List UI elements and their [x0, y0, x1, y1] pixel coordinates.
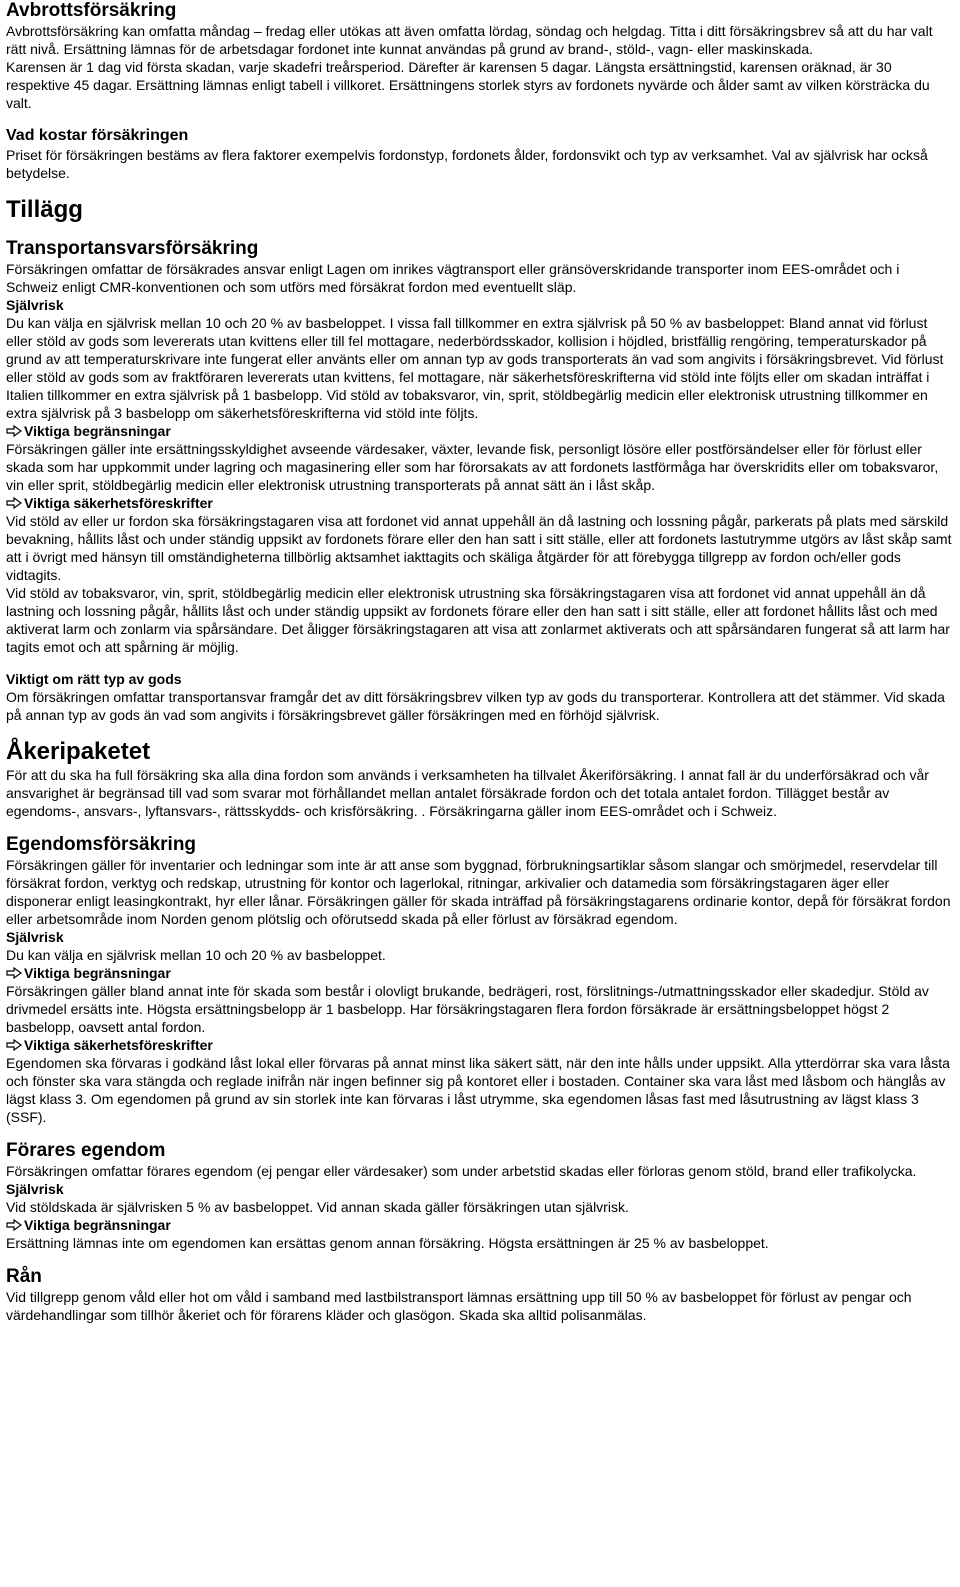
- outline-right-arrow-icon: [6, 967, 22, 979]
- forare-begransningar-heading: [6, 1216, 954, 1234]
- egendom-paragraph: Försäkringen gäller för inventarier och ledningar som inte är att anse som byggnad, förbrukningsartiklar såsom slangar och smörjmedel, reservdelar till försäkrat fordon, verktyg och redskap, utrustning för kontor och lagerlokal, ritningar, arkivalier och datamedia som försäkringstagaren äger eller disponerar enligt leasingkontrakt, hyr eller lånar. Försäkringen gäller för skada inträffad på försäkringstagarens ordinarie kontor, depå för försäkrat fordon eller arbetsområde inom Norden genom plötslig och oförutsedd skada på eller förlust av försäkrad egendom.: [6, 857, 951, 927]
- transport-begransningar-label: Viktiga begränsningar: [24, 423, 171, 439]
- transport-heading: Transportansvarsförsäkring: [6, 238, 259, 259]
- outline-right-arrow-icon: [6, 1219, 22, 1231]
- transport-sjalvrisk-text: Du kan välja en självrisk mellan 10 och 20 % av basbeloppet. I vissa fall tillkommer en extra självrisk på 50 % av basbeloppet: Bland annat vid förlust eller stöld av gods som levererats utan kvittens eller till fel mottagare, nederbördsskador, kollision i höjdled, bristfällig rengöring, temperaturskador på grund av att temperaturskrivare inte fungerat eller använts eller om annan typ av gods transporterats än vad som angivits i försäkringsbrevet. Vid förlust eller stöld av gods som av fraktföraren levererats utan kvittens, fel mottagare, när säkerhetsföreskrifterna vid stöld inte följts eller om skadan inträffat i Italien tillkommer en extra självrisk på 1 basbelopp. Vid stöld av tobaksvaror, vin, sprit, stöldbegärlig medicin eller elektronisk utrustning tillkommer en extra självrisk på 3 basbelopp om säkerhetsföreskrifterna vid stöld inte följts.: [6, 315, 944, 421]
- transport-gods-text: Om försäkringen omfattar transportansvar framgår det av ditt försäkringsbrev vilken typ av gods du transporterar. Kontrollera att det stämmer. Vid skada på annan typ av gods än vad som angivits i försäkringsbrevet gäller försäkringen med en förhöjd självrisk.: [6, 689, 945, 723]
- transport-sjalvrisk-label: Självrisk: [6, 297, 64, 313]
- ran-paragraph: Vid tillgrepp genom våld eller hot om våld i samband med lastbilstransport lämnas ersättning upp till 50 % av basbeloppet för förlust av pengar och värdehandlingar som tillhör åkeriet och för förarens kläder och glasögon. Skada ska alltid polisanmälas.: [6, 1289, 912, 1323]
- tillagg-heading: Tillägg: [6, 196, 83, 223]
- transport-sakerhet-text-2: Vid stöld av tobaksvaror, vin, sprit, stöldbegärlig medicin eller elektronisk utrustning ska försäkringstagaren visa att fordonet vid annat uppehåll än då lastning och lossning pågår, hållits låst och under ständig uppsikt av fordonets förare eller den han satt i sitt ställe, eller att fordonet hållits låst och med aktiverat larm och zonlarm via spårsändare. Det åligger försäkringstagaren att visa att zonlarmet aktiverats och att spårsändaren fungerat så att larm har tagits emot och att spårning är möjlig.: [6, 585, 950, 655]
- transport-sakerhet-heading: [6, 494, 954, 512]
- egendom-sakerhet-text: Egendomen ska förvaras i godkänd låst lokal eller förvaras på annat minst lika säkert sätt, när den inte hålls under uppsikt. Alla ytterdörrar ska vara låsta och fönster ska vara stängda och reglade inifrån när ingen befinner sig på kontoret eller i bostaden. Container ska vara låst med låsbom och hänglås av lägst klass 3. Om egendomen på grund av sin storlek inte kan förvaras i låst utrymme, ska egendomen låsas fast med låsutrustning av lägst klass 3 (SSF).: [6, 1055, 950, 1125]
- egendom-begransningar-text: Försäkringen gäller bland annat inte för skada som består i olovligt brukande, bedrägeri, rost, förslitnings-/utmattningsskador eller skadedjur. Stöld av drivmedel ersätts inte. Högsta ersättningsbelopp är 1 basbelopp. Har försäkringstagaren flera fordon försäkrade är ersättningsbeloppet högst 2 basbelopp, oavsett antal fordon.: [6, 983, 929, 1035]
- outline-right-arrow-icon: [6, 1039, 22, 1051]
- egendom-sakerhet-heading: [6, 1036, 954, 1054]
- kostar-paragraph: Priset för försäkringen bestäms av flera faktorer exempelvis fordonstyp, fordonets ålder, fordonsvikt och typ av verksamhet. Val av självrisk har också betydelse.: [6, 147, 928, 181]
- egendom-sjalvrisk-label: Självrisk: [6, 929, 64, 945]
- egendom-heading: Egendomsförsäkring: [6, 834, 197, 855]
- transport-begransningar-text: Försäkringen gäller inte ersättningsskyldighet avseende värdesaker, växter, levande fisk, personligt lösöre eller postförsändelser eller för förlust eller skada som har uppkommit under lagring och magasinering eller som har förorsakats av att fordonets lastförmåga har överskridits eller om tobaksvaror, vin eller sprit, stöldbegärlig medicin eller elektronisk utrustning transporterats på annat sätt än i låst skåp.: [6, 441, 939, 493]
- forare-sjalvrisk-label: Självrisk: [6, 1181, 64, 1197]
- outline-right-arrow-icon: [6, 497, 22, 509]
- ran-heading: Rån: [6, 1266, 42, 1287]
- egendom-begransningar-heading: [6, 964, 954, 982]
- egendom-sakerhet-label: Viktiga säkerhetsföreskrifter: [24, 1037, 213, 1053]
- forare-begransningar-label: Viktiga begränsningar: [24, 1217, 171, 1233]
- transport-sakerhet-label: Viktiga säkerhetsföreskrifter: [24, 495, 213, 511]
- forare-sjalvrisk-text: Vid stöldskada är självrisken 5 % av basbeloppet. Vid annan skada gäller försäkringen utan självrisk.: [6, 1199, 629, 1215]
- forare-paragraph: Försäkringen omfattar förares egendom (ej pengar eller värdesaker) som under arbetstid skadas eller förloras genom stöld, brand eller trafikolycka.: [6, 1163, 917, 1179]
- forare-heading: Förares egendom: [6, 1140, 166, 1161]
- avbrott-heading: Avbrottsförsäkring: [6, 0, 177, 21]
- kostar-heading: Vad kostar försäkringen: [6, 127, 189, 144]
- egendom-sjalvrisk-text: Du kan välja en självrisk mellan 10 och 20 % av basbeloppet.: [6, 947, 386, 963]
- avbrott-paragraph-1: Avbrottsförsäkring kan omfatta måndag – fredag eller utökas att även omfatta lördag, söndag och helgdag. Titta i ditt försäkringsbrev så att du har valt rätt nivå. Ersättning lämnas för de arbetsdagar fordonet inte kunnat användas på grund av brand-, stöld-, vagn- eller maskinskada.: [6, 23, 933, 57]
- transport-begransningar-heading: [6, 422, 954, 440]
- avbrott-paragraph-2: Karensen är 1 dag vid första skadan, varje skadefri treårsperiod. Därefter är karensen 5 dagar. Längsta ersättningstid, karensen oräknad, är 30 respektive 45 dagar. Ersättning lämnas enligt tabell i villkoret. Ersättningens storlek styrs av fordonets nyvärde och ålder samt av vilken körsträcka du valt.: [6, 59, 930, 111]
- forare-begransningar-text: Ersättning lämnas inte om egendomen kan ersättas genom annan försäkring. Högsta ersättningen är 25 % av basbeloppet.: [6, 1235, 769, 1251]
- akeri-heading: Åkeripaketet: [6, 738, 151, 765]
- outline-right-arrow-icon: [6, 425, 22, 437]
- transport-sakerhet-text-1: Vid stöld av eller ur fordon ska försäkringstagaren visa att fordonet vid annat uppehåll än då lastning och lossning pågår, parkerats på plats med särskild bevakning, hållits låst och under ständig uppsikt av fordonets förare eller den han satt i sitt ställe, eller att fordonets lastutrymme utgörs av låst skåp samt att i övrigt med hänsyn till omständigheterna tillbörlig aktsamhet iakttagits och skäliga åtgärder för att förebygga tillgrepp av fordon och/eller gods vidtagits.: [6, 513, 952, 583]
- akeri-paragraph: För att du ska ha full försäkring ska alla dina fordon som används i verksamheten ha tillvalet Åkeriförsäkring. I annat fall är du underförsäkrad och vår ansvarighet är begränsad till vad som svarar mot förhållandet mellan antalet försäkrade fordon och det totala antalet fordon. Tillägget består av egendoms-, ansvars-, lyftansvars-, rättsskydds- och krisförsäkring. . Försäkringarna gäller inom EES-området och i Schweiz.: [6, 767, 929, 819]
- transport-paragraph: Försäkringen omfattar de försäkrades ansvar enligt Lagen om inrikes vägtransport eller gränsöverskridande transporter inom EES-området och i Schweiz enligt CMR-konventionen och som utförs med försäkrat fordon med eventuellt släp.: [6, 261, 900, 295]
- transport-gods-label: Viktigt om rätt typ av gods: [6, 671, 182, 687]
- egendom-begransningar-label: Viktiga begränsningar: [24, 965, 171, 981]
